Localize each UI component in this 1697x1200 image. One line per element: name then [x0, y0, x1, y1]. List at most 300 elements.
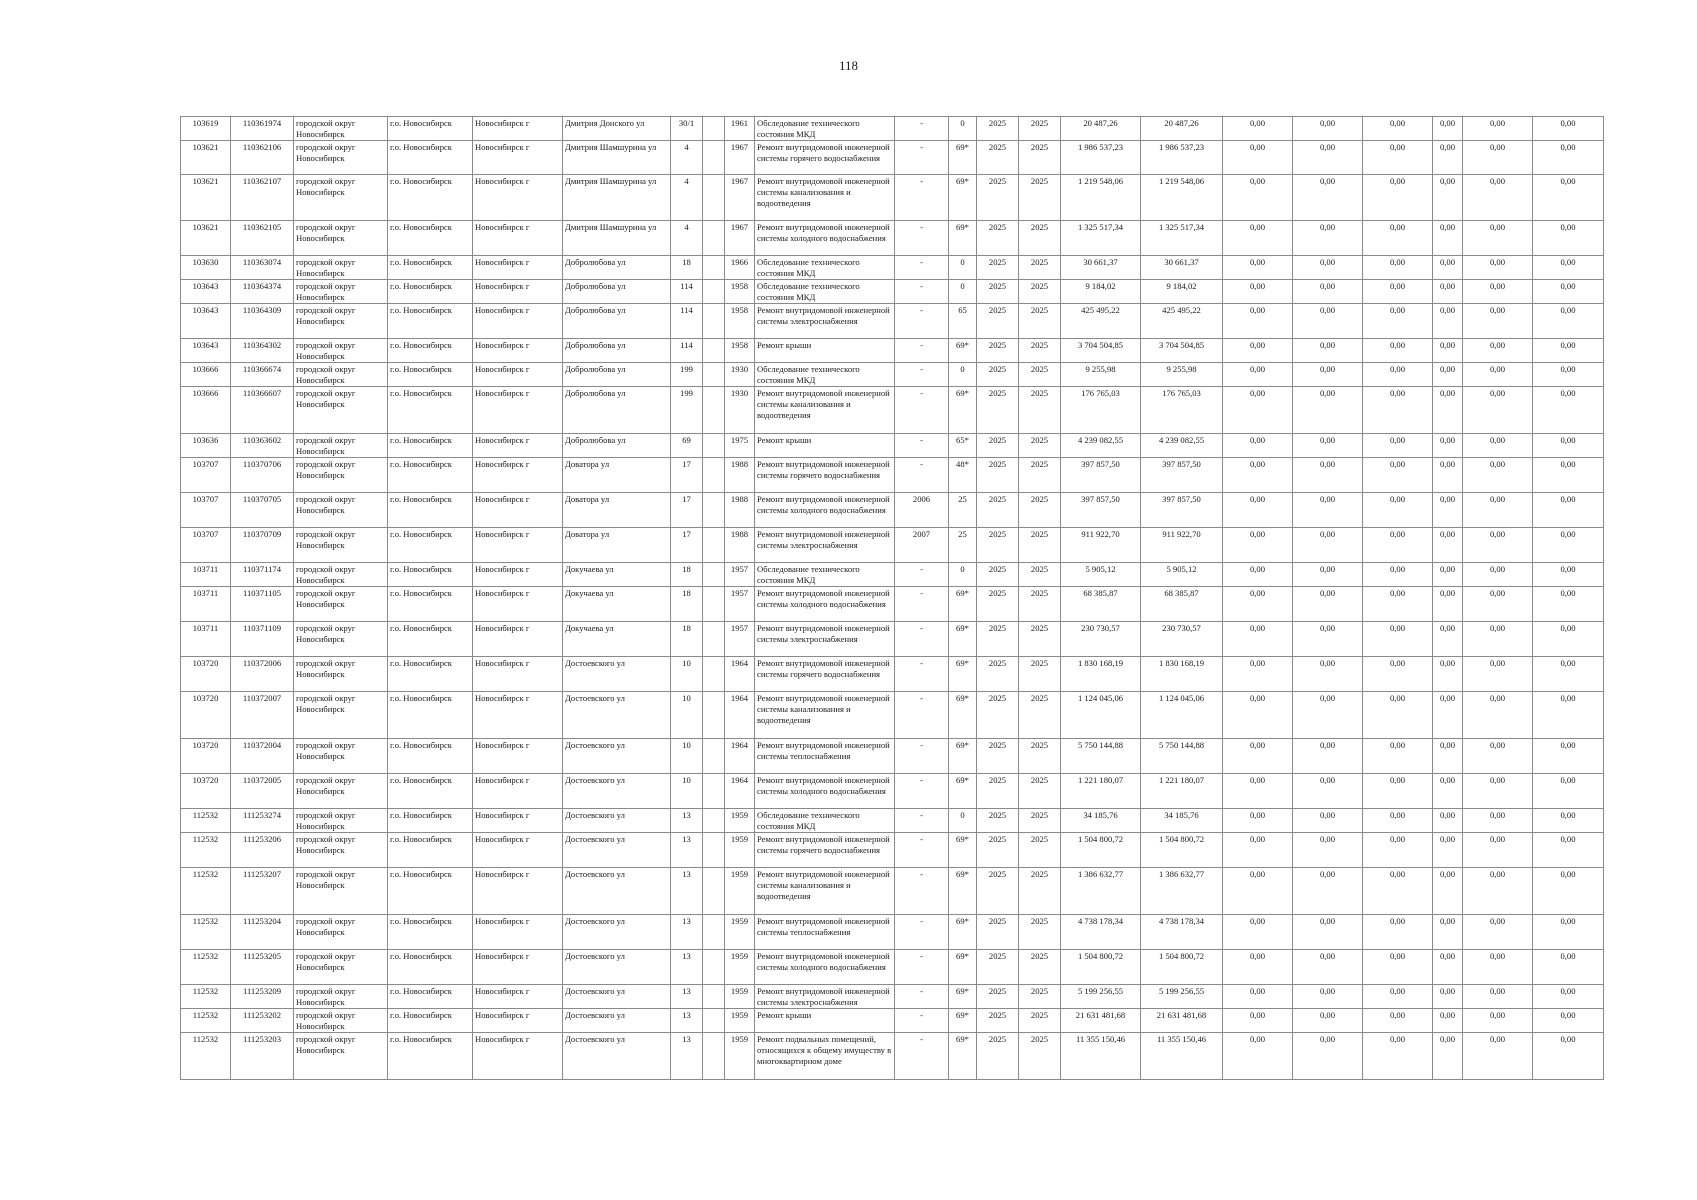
cell-cost-fund: 911 922,70 — [1141, 528, 1223, 563]
cell-cost-budget-local: 0,00 — [1363, 528, 1433, 563]
cell-cost-budget-federal: 0,00 — [1223, 458, 1293, 493]
cell-cost-budget-local: 0,00 — [1363, 175, 1433, 221]
cell-year-built: 1967 — [725, 175, 755, 221]
cell-cost-fund: 1 504 800,72 — [1141, 833, 1223, 868]
cell-work-id: 111253205 — [231, 950, 294, 985]
cell-locality: Новосибирск г — [473, 141, 563, 175]
cell-cost-budget-federal: 0,00 — [1223, 739, 1293, 774]
cell-street: Достоевского ул — [563, 739, 671, 774]
cell-house-number: 13 — [671, 809, 703, 833]
cell-cost-fund: 34 185,76 — [1141, 809, 1223, 833]
table-row — [181, 587, 1604, 622]
cell-cost-budget-federal: 0,00 — [1223, 363, 1293, 387]
cell-total-cost: 1 221 180,07 — [1061, 774, 1141, 809]
cell-cost-reserve: 0,00 — [1533, 387, 1604, 434]
cell-cost-budget-federal: 0,00 — [1223, 657, 1293, 692]
cell-plan-end-year: 2025 — [1019, 692, 1061, 739]
cell-year-built: 1957 — [725, 587, 755, 622]
cell-building — [703, 141, 725, 175]
cell-year-built: 1964 — [725, 692, 755, 739]
cell-cost-budget-regional: 0,00 — [1293, 739, 1363, 774]
cell-cost-budget-regional: 0,00 — [1293, 622, 1363, 657]
cell-wear-percent: 0 — [949, 563, 977, 587]
cell-cost-budget-regional: 0,00 — [1293, 339, 1363, 363]
cell-year-built: 1958 — [725, 339, 755, 363]
table-row — [181, 657, 1604, 692]
cell-wear-percent: 69* — [949, 339, 977, 363]
cell-work-type: Ремонт внутридомовой инженерной системы горячего водоснабжения — [755, 458, 895, 493]
cell-region-code: 103720 — [181, 692, 231, 739]
cell-cost-owners: 0,00 — [1463, 950, 1533, 985]
cell-municipality: городской округ Новосибирск — [294, 622, 388, 657]
cell-municipality: городской округ Новосибирск — [294, 434, 388, 458]
cell-house-number: 18 — [671, 622, 703, 657]
cell-plan-end-year: 2025 — [1019, 809, 1061, 833]
cell-locality: Новосибирск г — [473, 563, 563, 587]
cell-year-built: 1959 — [725, 915, 755, 950]
cell-work-type: Ремонт внутридомовой инженерной системы холодного водоснабжения — [755, 774, 895, 809]
capital-repair-table — [180, 116, 1604, 1080]
table-row — [181, 774, 1604, 809]
cell-cost-reserve: 0,00 — [1533, 739, 1604, 774]
cell-work-id: 110371174 — [231, 563, 294, 587]
cell-plan-end-year: 2025 — [1019, 339, 1061, 363]
cell-total-cost: 176 765,03 — [1061, 387, 1141, 434]
cell-work-id: 110364302 — [231, 339, 294, 363]
cell-cost-budget-local: 0,00 — [1363, 950, 1433, 985]
cell-building — [703, 774, 725, 809]
cell-cost-budget-federal: 0,00 — [1223, 774, 1293, 809]
cell-work-id: 110371105 — [231, 587, 294, 622]
cell-cost-budget-federal: 0,00 — [1223, 387, 1293, 434]
cell-cost-budget-federal: 0,00 — [1223, 221, 1293, 256]
cell-house-number: 18 — [671, 563, 703, 587]
table-row — [181, 833, 1604, 868]
cell-cost-budget-regional: 0,00 — [1293, 774, 1363, 809]
cell-wear-percent: 69* — [949, 915, 977, 950]
cell-urban-district: г.о. Новосибирск — [388, 221, 473, 256]
cell-region-code: 112532 — [181, 1009, 231, 1033]
cell-region-code: 103666 — [181, 387, 231, 434]
cell-work-id: 110366607 — [231, 387, 294, 434]
cell-cost-budget-federal: 0,00 — [1223, 304, 1293, 339]
cell-street: Достоевского ул — [563, 950, 671, 985]
cell-work-type: Обследование технического состояния МКД — [755, 280, 895, 304]
cell-plan-end-year: 2025 — [1019, 528, 1061, 563]
cell-cost-budget-local: 0,00 — [1363, 256, 1433, 280]
cell-cost-reserve: 0,00 — [1533, 528, 1604, 563]
cell-cost-other: 0,00 — [1433, 458, 1463, 493]
cell-cost-budget-federal: 0,00 — [1223, 141, 1293, 175]
table-row — [181, 221, 1604, 256]
cell-cost-budget-regional: 0,00 — [1293, 692, 1363, 739]
cell-plan-start-year: 2025 — [977, 175, 1019, 221]
cell-year-built: 1988 — [725, 458, 755, 493]
cell-street: Дмитрия Донского ул — [563, 117, 671, 141]
cell-cost-fund: 4 738 178,34 — [1141, 915, 1223, 950]
cell-work-id: 111253209 — [231, 985, 294, 1009]
cell-total-cost: 3 704 504,85 — [1061, 339, 1141, 363]
cell-cost-budget-local: 0,00 — [1363, 985, 1433, 1009]
cell-work-type: Ремонт крыши — [755, 339, 895, 363]
cell-wear-percent: 69* — [949, 175, 977, 221]
cell-work-type: Ремонт внутридомовой инженерной системы теплоснабжения — [755, 739, 895, 774]
cell-cost-budget-regional: 0,00 — [1293, 141, 1363, 175]
cell-cost-budget-federal: 0,00 — [1223, 434, 1293, 458]
cell-building — [703, 1033, 725, 1080]
cell-house-number: 13 — [671, 985, 703, 1009]
cell-cost-budget-local: 0,00 — [1363, 622, 1433, 657]
cell-region-code: 103707 — [181, 528, 231, 563]
cell-street: Достоевского ул — [563, 915, 671, 950]
cell-house-number: 10 — [671, 774, 703, 809]
cell-cost-owners: 0,00 — [1463, 304, 1533, 339]
cell-urban-district: г.о. Новосибирск — [388, 339, 473, 363]
cell-cost-budget-federal: 0,00 — [1223, 493, 1293, 528]
cell-cost-budget-regional: 0,00 — [1293, 1033, 1363, 1080]
cell-work-type: Ремонт внутридомовой инженерной системы холодного водоснабжения — [755, 950, 895, 985]
cell-plan-end-year: 2025 — [1019, 657, 1061, 692]
cell-year-built: 1964 — [725, 739, 755, 774]
cell-work-id: 110363074 — [231, 256, 294, 280]
cell-cost-reserve: 0,00 — [1533, 434, 1604, 458]
cell-year-built: 1957 — [725, 563, 755, 587]
cell-year-last-repair: - — [895, 833, 949, 868]
cell-year-last-repair: - — [895, 657, 949, 692]
cell-house-number: 13 — [671, 915, 703, 950]
cell-cost-owners: 0,00 — [1463, 657, 1533, 692]
cell-cost-budget-local: 0,00 — [1363, 915, 1433, 950]
cell-urban-district: г.о. Новосибирск — [388, 387, 473, 434]
cell-plan-end-year: 2025 — [1019, 868, 1061, 915]
cell-region-code: 112532 — [181, 809, 231, 833]
cell-cost-other: 0,00 — [1433, 304, 1463, 339]
cell-work-id: 111253206 — [231, 833, 294, 868]
cell-building — [703, 950, 725, 985]
cell-work-type: Ремонт крыши — [755, 1009, 895, 1033]
cell-cost-other: 0,00 — [1433, 434, 1463, 458]
cell-cost-fund: 21 631 481,68 — [1141, 1009, 1223, 1033]
cell-urban-district: г.о. Новосибирск — [388, 280, 473, 304]
cell-cost-other: 0,00 — [1433, 175, 1463, 221]
cell-year-last-repair: - — [895, 622, 949, 657]
cell-cost-budget-regional: 0,00 — [1293, 458, 1363, 493]
cell-locality: Новосибирск г — [473, 915, 563, 950]
table-row — [181, 985, 1604, 1009]
cell-total-cost: 11 355 150,46 — [1061, 1033, 1141, 1080]
cell-year-built: 1959 — [725, 833, 755, 868]
cell-year-built: 1967 — [725, 221, 755, 256]
cell-building — [703, 434, 725, 458]
cell-cost-owners: 0,00 — [1463, 692, 1533, 739]
cell-total-cost: 34 185,76 — [1061, 809, 1141, 833]
cell-municipality: городской округ Новосибирск — [294, 868, 388, 915]
cell-municipality: городской округ Новосибирск — [294, 985, 388, 1009]
cell-year-last-repair: - — [895, 809, 949, 833]
cell-cost-fund: 1 325 517,34 — [1141, 221, 1223, 256]
cell-year-built: 1959 — [725, 985, 755, 1009]
cell-year-last-repair: - — [895, 256, 949, 280]
cell-cost-other: 0,00 — [1433, 387, 1463, 434]
cell-cost-budget-local: 0,00 — [1363, 774, 1433, 809]
cell-year-last-repair: - — [895, 387, 949, 434]
cell-house-number: 69 — [671, 434, 703, 458]
cell-locality: Новосибирск г — [473, 117, 563, 141]
cell-cost-reserve: 0,00 — [1533, 141, 1604, 175]
cell-plan-end-year: 2025 — [1019, 280, 1061, 304]
cell-cost-budget-local: 0,00 — [1363, 493, 1433, 528]
cell-cost-reserve: 0,00 — [1533, 622, 1604, 657]
cell-cost-budget-federal: 0,00 — [1223, 528, 1293, 563]
cell-total-cost: 9 184,02 — [1061, 280, 1141, 304]
cell-municipality: городской округ Новосибирск — [294, 117, 388, 141]
cell-urban-district: г.о. Новосибирск — [388, 528, 473, 563]
cell-wear-percent: 69* — [949, 1009, 977, 1033]
cell-cost-budget-local: 0,00 — [1363, 868, 1433, 915]
cell-wear-percent: 69* — [949, 622, 977, 657]
cell-total-cost: 20 487,26 — [1061, 117, 1141, 141]
cell-work-type: Ремонт внутридомовой инженерной системы холодного водоснабжения — [755, 587, 895, 622]
cell-building — [703, 304, 725, 339]
cell-street: Достоевского ул — [563, 1033, 671, 1080]
cell-plan-start-year: 2025 — [977, 493, 1019, 528]
cell-cost-budget-federal: 0,00 — [1223, 1033, 1293, 1080]
cell-cost-owners: 0,00 — [1463, 339, 1533, 363]
cell-street: Докучаева ул — [563, 563, 671, 587]
cell-plan-start-year: 2025 — [977, 774, 1019, 809]
cell-year-last-repair: - — [895, 434, 949, 458]
cell-locality: Новосибирск г — [473, 363, 563, 387]
cell-cost-budget-regional: 0,00 — [1293, 915, 1363, 950]
cell-locality: Новосибирск г — [473, 739, 563, 774]
cell-street: Достоевского ул — [563, 657, 671, 692]
cell-plan-end-year: 2025 — [1019, 1033, 1061, 1080]
cell-house-number: 17 — [671, 528, 703, 563]
cell-wear-percent: 0 — [949, 363, 977, 387]
cell-year-built: 1930 — [725, 387, 755, 434]
cell-street: Достоевского ул — [563, 692, 671, 739]
cell-building — [703, 809, 725, 833]
table-row — [181, 117, 1604, 141]
cell-plan-start-year: 2025 — [977, 528, 1019, 563]
cell-cost-owners: 0,00 — [1463, 458, 1533, 493]
cell-house-number: 30/1 — [671, 117, 703, 141]
cell-cost-budget-federal: 0,00 — [1223, 833, 1293, 868]
cell-locality: Новосибирск г — [473, 1033, 563, 1080]
cell-cost-reserve: 0,00 — [1533, 915, 1604, 950]
cell-cost-reserve: 0,00 — [1533, 868, 1604, 915]
cell-cost-reserve: 0,00 — [1533, 1033, 1604, 1080]
cell-cost-reserve: 0,00 — [1533, 221, 1604, 256]
cell-cost-fund: 1 830 168,19 — [1141, 657, 1223, 692]
cell-total-cost: 4 239 082,55 — [1061, 434, 1141, 458]
cell-street: Добролюбова ул — [563, 363, 671, 387]
cell-plan-start-year: 2025 — [977, 280, 1019, 304]
table-row — [181, 868, 1604, 915]
cell-municipality: городской округ Новосибирск — [294, 809, 388, 833]
cell-work-type: Ремонт внутридомовой инженерной системы электроснабжения — [755, 304, 895, 339]
cell-cost-budget-local: 0,00 — [1363, 809, 1433, 833]
cell-wear-percent: 69* — [949, 221, 977, 256]
cell-house-number: 13 — [671, 950, 703, 985]
cell-wear-percent: 69* — [949, 692, 977, 739]
cell-wear-percent: 69* — [949, 739, 977, 774]
cell-cost-fund: 230 730,57 — [1141, 622, 1223, 657]
cell-cost-fund: 1 219 548,06 — [1141, 175, 1223, 221]
cell-cost-reserve: 0,00 — [1533, 256, 1604, 280]
cell-cost-fund: 1 386 632,77 — [1141, 868, 1223, 915]
cell-locality: Новосибирск г — [473, 868, 563, 915]
cell-year-last-repair: 2006 — [895, 493, 949, 528]
cell-work-id: 111253204 — [231, 915, 294, 950]
cell-cost-other: 0,00 — [1433, 868, 1463, 915]
cell-total-cost: 4 738 178,34 — [1061, 915, 1141, 950]
cell-building — [703, 985, 725, 1009]
cell-urban-district: г.о. Новосибирск — [388, 1009, 473, 1033]
cell-municipality: городской округ Новосибирск — [294, 339, 388, 363]
cell-cost-other: 0,00 — [1433, 1009, 1463, 1033]
cell-cost-reserve: 0,00 — [1533, 304, 1604, 339]
cell-cost-fund: 4 239 082,55 — [1141, 434, 1223, 458]
table-row — [181, 1033, 1604, 1080]
cell-year-built: 1959 — [725, 809, 755, 833]
cell-locality: Новосибирск г — [473, 985, 563, 1009]
cell-wear-percent: 69* — [949, 387, 977, 434]
cell-cost-budget-regional: 0,00 — [1293, 563, 1363, 587]
cell-cost-other: 0,00 — [1433, 141, 1463, 175]
cell-cost-budget-regional: 0,00 — [1293, 950, 1363, 985]
cell-work-id: 110362106 — [231, 141, 294, 175]
cell-total-cost: 30 661,37 — [1061, 256, 1141, 280]
cell-cost-other: 0,00 — [1433, 363, 1463, 387]
cell-cost-budget-federal: 0,00 — [1223, 985, 1293, 1009]
cell-wear-percent: 69* — [949, 587, 977, 622]
cell-work-type: Обследование технического состояния МКД — [755, 256, 895, 280]
cell-region-code: 103666 — [181, 363, 231, 387]
cell-year-last-repair: - — [895, 1009, 949, 1033]
cell-plan-end-year: 2025 — [1019, 774, 1061, 809]
cell-year-built: 1959 — [725, 868, 755, 915]
cell-total-cost: 911 922,70 — [1061, 528, 1141, 563]
cell-total-cost: 9 255,98 — [1061, 363, 1141, 387]
cell-cost-budget-regional: 0,00 — [1293, 528, 1363, 563]
cell-plan-start-year: 2025 — [977, 622, 1019, 657]
cell-cost-fund: 5 199 256,55 — [1141, 985, 1223, 1009]
cell-plan-start-year: 2025 — [977, 221, 1019, 256]
cell-cost-fund: 68 385,87 — [1141, 587, 1223, 622]
cell-wear-percent: 0 — [949, 809, 977, 833]
cell-cost-budget-federal: 0,00 — [1223, 256, 1293, 280]
table-row — [181, 915, 1604, 950]
cell-year-built: 1958 — [725, 280, 755, 304]
cell-region-code: 112532 — [181, 915, 231, 950]
cell-year-built: 1975 — [725, 434, 755, 458]
cell-house-number: 4 — [671, 221, 703, 256]
cell-cost-budget-regional: 0,00 — [1293, 221, 1363, 256]
cell-municipality: городской округ Новосибирск — [294, 141, 388, 175]
cell-municipality: городской округ Новосибирск — [294, 221, 388, 256]
cell-plan-start-year: 2025 — [977, 1009, 1019, 1033]
cell-cost-owners: 0,00 — [1463, 622, 1533, 657]
cell-urban-district: г.о. Новосибирск — [388, 493, 473, 528]
cell-plan-start-year: 2025 — [977, 256, 1019, 280]
cell-locality: Новосибирск г — [473, 221, 563, 256]
cell-locality: Новосибирск г — [473, 256, 563, 280]
table-row — [181, 458, 1604, 493]
cell-wear-percent: 69* — [949, 1033, 977, 1080]
cell-cost-budget-regional: 0,00 — [1293, 117, 1363, 141]
cell-year-last-repair: - — [895, 117, 949, 141]
cell-work-id: 110370706 — [231, 458, 294, 493]
cell-cost-fund: 425 495,22 — [1141, 304, 1223, 339]
cell-cost-owners: 0,00 — [1463, 1009, 1533, 1033]
cell-cost-fund: 9 255,98 — [1141, 363, 1223, 387]
cell-cost-budget-regional: 0,00 — [1293, 256, 1363, 280]
cell-locality: Новосибирск г — [473, 387, 563, 434]
cell-street: Достоевского ул — [563, 774, 671, 809]
cell-cost-budget-regional: 0,00 — [1293, 175, 1363, 221]
cell-total-cost: 1 830 168,19 — [1061, 657, 1141, 692]
cell-total-cost: 1 504 800,72 — [1061, 833, 1141, 868]
cell-house-number: 10 — [671, 739, 703, 774]
cell-cost-owners: 0,00 — [1463, 387, 1533, 434]
cell-work-type: Ремонт внутридомовой инженерной системы электроснабжения — [755, 985, 895, 1009]
cell-house-number: 18 — [671, 587, 703, 622]
cell-work-id: 110370709 — [231, 528, 294, 563]
cell-plan-start-year: 2025 — [977, 868, 1019, 915]
cell-locality: Новосибирск г — [473, 528, 563, 563]
cell-wear-percent: 69* — [949, 141, 977, 175]
cell-cost-budget-local: 0,00 — [1363, 1009, 1433, 1033]
cell-street: Добролюбова ул — [563, 304, 671, 339]
cell-cost-owners: 0,00 — [1463, 434, 1533, 458]
cell-wear-percent: 69* — [949, 774, 977, 809]
cell-work-id: 111253274 — [231, 809, 294, 833]
cell-cost-reserve: 0,00 — [1533, 950, 1604, 985]
cell-cost-other: 0,00 — [1433, 739, 1463, 774]
cell-plan-end-year: 2025 — [1019, 563, 1061, 587]
cell-region-code: 103720 — [181, 774, 231, 809]
cell-cost-fund: 30 661,37 — [1141, 256, 1223, 280]
cell-street: Дмитрия Шамшурина ул — [563, 221, 671, 256]
cell-urban-district: г.о. Новосибирск — [388, 434, 473, 458]
cell-cost-fund: 397 857,50 — [1141, 493, 1223, 528]
table-row — [181, 563, 1604, 587]
cell-locality: Новосибирск г — [473, 280, 563, 304]
cell-region-code: 103630 — [181, 256, 231, 280]
cell-plan-end-year: 2025 — [1019, 985, 1061, 1009]
cell-cost-other: 0,00 — [1433, 622, 1463, 657]
table-row — [181, 256, 1604, 280]
cell-locality: Новосибирск г — [473, 587, 563, 622]
cell-cost-reserve: 0,00 — [1533, 809, 1604, 833]
cell-locality: Новосибирск г — [473, 657, 563, 692]
cell-house-number: 114 — [671, 339, 703, 363]
cell-cost-reserve: 0,00 — [1533, 692, 1604, 739]
cell-building — [703, 915, 725, 950]
table-row — [181, 493, 1604, 528]
cell-cost-budget-regional: 0,00 — [1293, 868, 1363, 915]
cell-street: Достоевского ул — [563, 833, 671, 868]
cell-locality: Новосибирск г — [473, 833, 563, 868]
cell-cost-budget-local: 0,00 — [1363, 587, 1433, 622]
cell-work-id: 111253202 — [231, 1009, 294, 1033]
cell-cost-owners: 0,00 — [1463, 587, 1533, 622]
cell-urban-district: г.о. Новосибирск — [388, 587, 473, 622]
cell-region-code: 103720 — [181, 657, 231, 692]
cell-year-built: 1964 — [725, 657, 755, 692]
cell-cost-budget-regional: 0,00 — [1293, 363, 1363, 387]
